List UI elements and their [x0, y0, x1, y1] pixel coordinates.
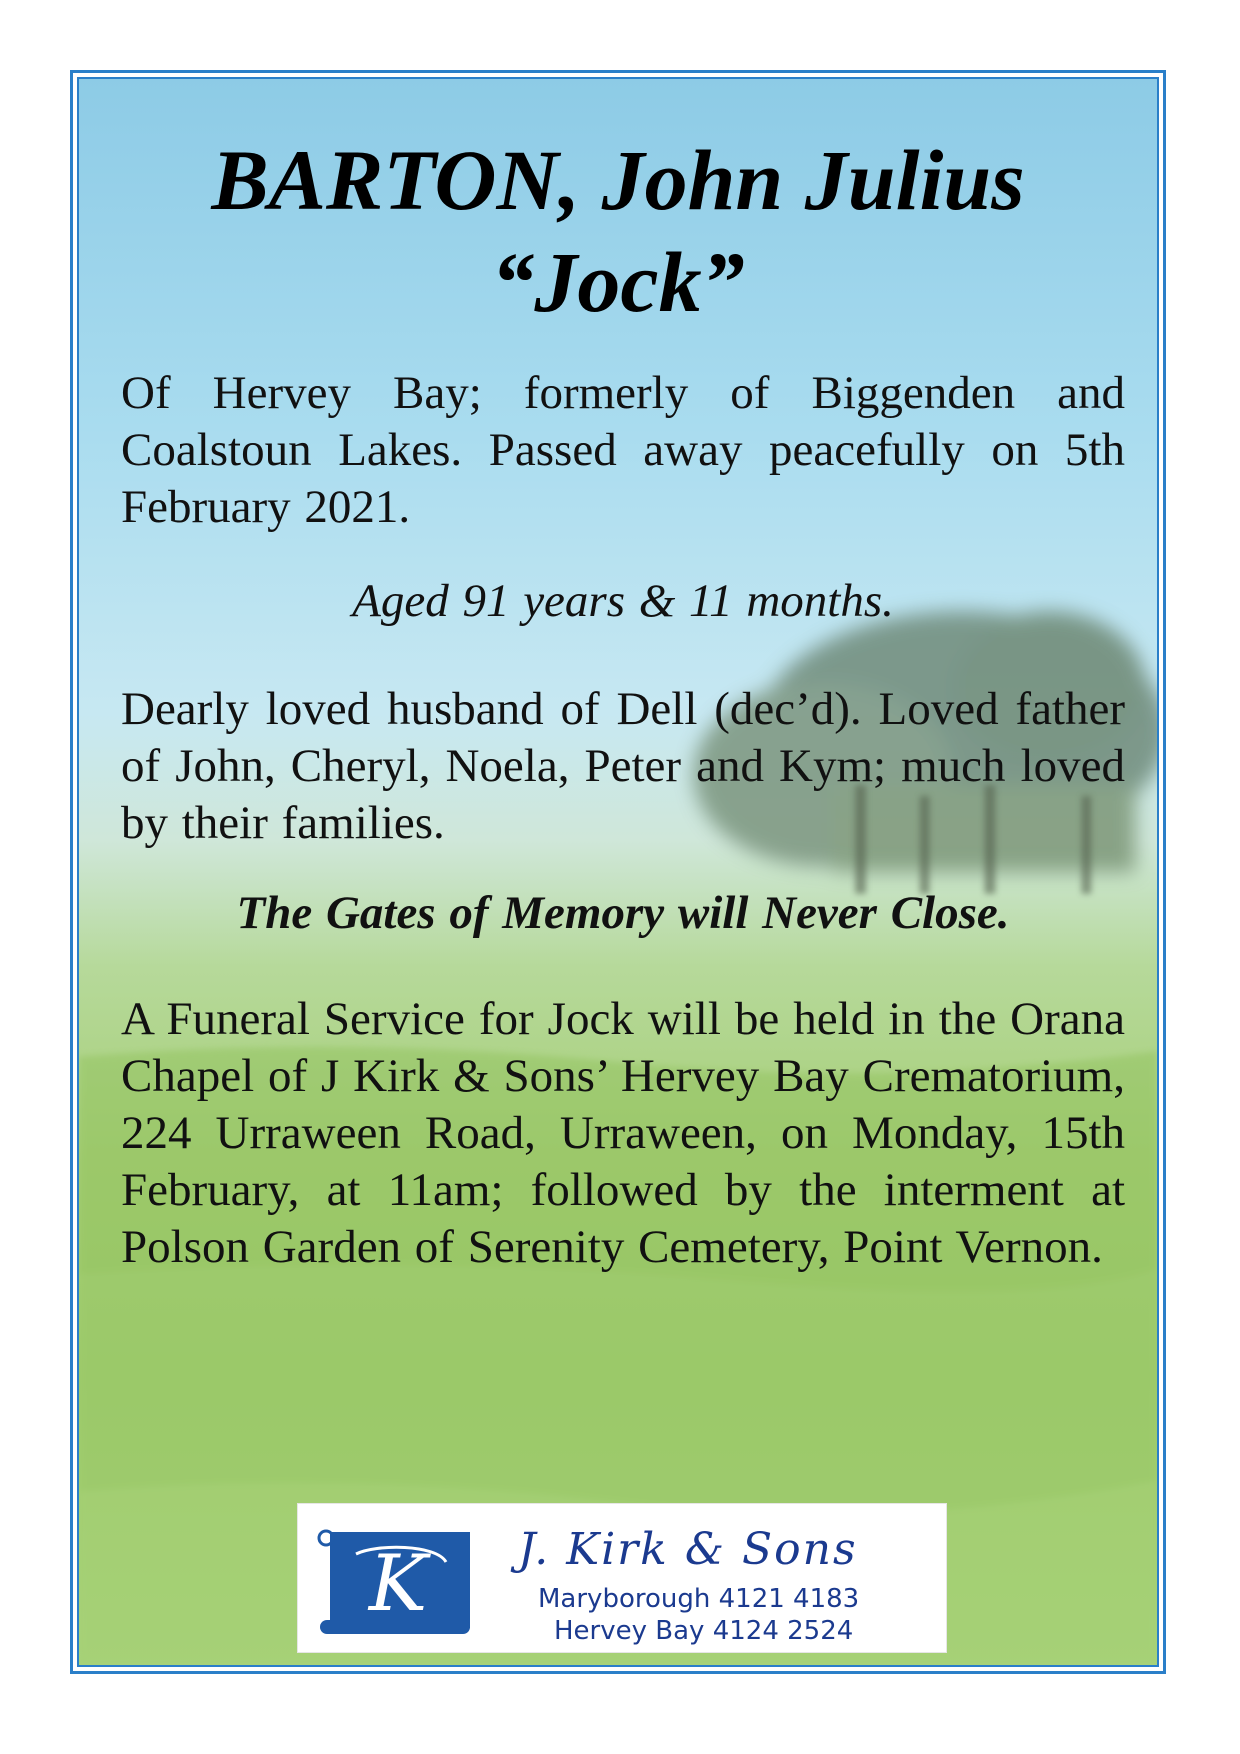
notice-frame	[70, 70, 1166, 1674]
funeral-director-logo	[297, 1503, 947, 1653]
svg-text:K: K	[368, 1539, 428, 1629]
age-statement: Aged 91 years & 11 months.	[352, 575, 894, 627]
notice-panel	[77, 77, 1159, 1667]
family-tribute: Dearly loved husband of Dell (dec’d). Loved father of John, Cheryl, Noela, Peter and Kym; much loved by their families.	[121, 683, 1125, 849]
hervey-bay-phone: Hervey Bay 4124 2524	[554, 1616, 854, 1646]
deceased-name: BARTON, John Julius	[211, 132, 1025, 228]
memorial-verse: The Gates of Memory will Never Close.	[236, 887, 1010, 939]
maryborough-phone: Maryborough 4121 4183	[538, 1584, 860, 1614]
nickname: “Jock”	[491, 234, 745, 330]
funeral-service-details: A Funeral Service for Jock will be held in the Orana Chapel of J Kirk & Sons’ Hervey Bay Crematorium, 224 Urraween Road, Urraween, on Monday, 15th February, at 11am; followed by the interment at Polson Garden of Serenity Cemetery, Point Vernon.	[121, 993, 1125, 1273]
company-name: J. Kirk & Sons	[518, 1524, 858, 1575]
residence-and-passing: Of Hervey Bay; formerly of Biggenden and Coalstoun Lakes. Passed away peacefully on 5th February 2021.	[121, 367, 1125, 533]
scroll-k-emblem	[316, 1524, 478, 1638]
